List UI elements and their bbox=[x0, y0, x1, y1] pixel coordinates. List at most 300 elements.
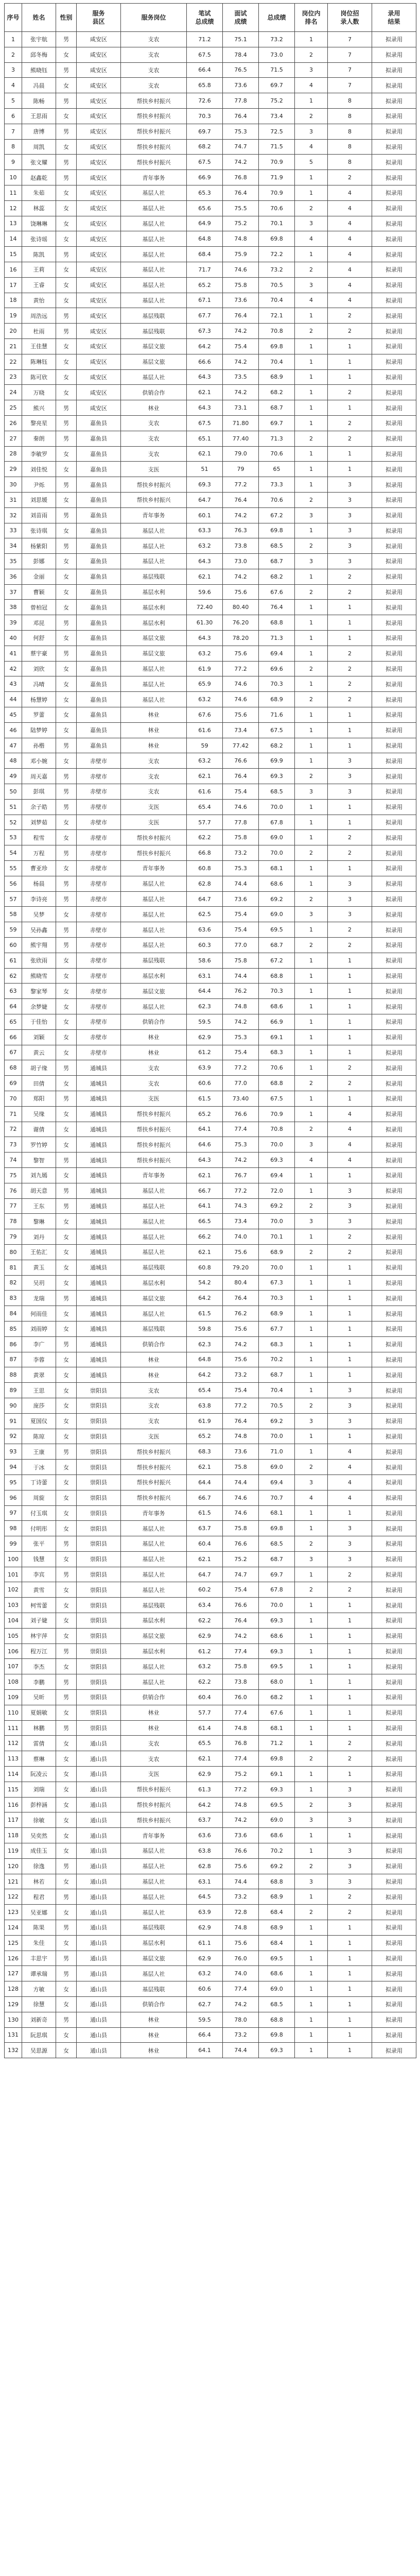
total-score-cell: 72.1 bbox=[259, 308, 295, 324]
table-row bbox=[5, 108, 416, 124]
position-rank-cell: 1 bbox=[295, 400, 328, 416]
candidate-name-cell: 彭梓涵 bbox=[22, 1797, 56, 1812]
gender-cell: 女 bbox=[56, 569, 77, 584]
position-quota-cell: 3 bbox=[328, 1551, 372, 1567]
candidate-name-cell: 冯晴 bbox=[22, 676, 56, 692]
gender-cell: 女 bbox=[56, 200, 77, 216]
service-county-cell: 赤壁市 bbox=[77, 891, 121, 907]
position-rank-cell: 1 bbox=[295, 646, 328, 661]
position-quota-cell: 4 bbox=[328, 1122, 372, 1137]
interview-score-cell: 76.4 bbox=[223, 185, 259, 200]
service-position-cell: 基层人社 bbox=[121, 293, 187, 308]
gender-cell: 男 bbox=[56, 1966, 77, 1981]
gender-cell: 男 bbox=[56, 400, 77, 416]
position-quota-cell: 1 bbox=[328, 1045, 372, 1060]
candidate-name-cell: 周凯 bbox=[22, 139, 56, 155]
table-row bbox=[5, 1475, 416, 1490]
candidate-name-cell: 刘新奇 bbox=[22, 2012, 56, 2027]
candidate-name-cell: 谢倩 bbox=[22, 1122, 56, 1137]
position-quota-cell: 2 bbox=[328, 385, 372, 400]
recruitment-result-cell: 拟录用 bbox=[372, 1889, 416, 1905]
position-quota-cell: 2 bbox=[328, 1076, 372, 1091]
service-position-cell: 基层人社 bbox=[121, 661, 187, 676]
position-quota-cell: 1 bbox=[328, 953, 372, 968]
service-position-cell: 基层水利 bbox=[121, 600, 187, 615]
candidate-name-cell: 阮凌云 bbox=[22, 1767, 56, 1782]
gender-cell: 男 bbox=[56, 922, 77, 938]
total-score-cell: 69.2 bbox=[259, 1198, 295, 1214]
position-rank-cell: 3 bbox=[295, 507, 328, 523]
position-quota-cell: 3 bbox=[328, 769, 372, 784]
position-quota-cell: 1 bbox=[328, 1336, 372, 1352]
total-score-cell: 68.4 bbox=[259, 1935, 295, 1951]
position-quota-cell: 2 bbox=[328, 692, 372, 707]
table-row bbox=[5, 124, 416, 139]
position-quota-cell: 2 bbox=[328, 845, 372, 861]
table-row bbox=[5, 1582, 416, 1598]
total-score-cell: 69.2 bbox=[259, 1858, 295, 1874]
recruitment-result-cell: 拟录用 bbox=[372, 277, 416, 293]
recruitment-result-cell: 拟录用 bbox=[372, 907, 416, 922]
position-quota-cell: 3 bbox=[328, 1536, 372, 1552]
service-position-cell: 林业 bbox=[121, 1352, 187, 1367]
interview-score-cell: 79.0 bbox=[223, 446, 259, 462]
candidate-name-cell: 余子皓 bbox=[22, 799, 56, 815]
table-row bbox=[5, 984, 416, 999]
written-score-cell: 61.9 bbox=[187, 1413, 223, 1429]
total-score-cell: 70.2 bbox=[259, 1352, 295, 1367]
position-quota-cell: 1 bbox=[328, 1981, 372, 1997]
service-position-cell: 基层人社 bbox=[121, 907, 187, 922]
table-row bbox=[5, 1674, 416, 1690]
service-county-cell: 赤壁市 bbox=[77, 999, 121, 1014]
position-quota-cell: 3 bbox=[328, 477, 372, 493]
total-score-cell: 70.0 bbox=[259, 1598, 295, 1613]
position-quota-cell: 1 bbox=[328, 1167, 372, 1183]
table-row bbox=[5, 861, 416, 876]
total-score-cell: 69.5 bbox=[259, 1659, 295, 1674]
position-rank-cell: 1 bbox=[295, 1613, 328, 1629]
interview-score-cell: 75.4 bbox=[223, 1045, 259, 1060]
interview-score-cell: 80.40 bbox=[223, 600, 259, 615]
total-score-cell: 69.7 bbox=[259, 1567, 295, 1582]
service-position-cell: 供销合作 bbox=[121, 1997, 187, 2012]
candidate-name-cell: 谭承瑞 bbox=[22, 1966, 56, 1981]
service-county-cell: 嘉鱼县 bbox=[77, 523, 121, 538]
gender-cell: 女 bbox=[56, 1490, 77, 1505]
candidate-name-cell: 钱慧 bbox=[22, 1551, 56, 1567]
row-index-cell: 131 bbox=[5, 2027, 22, 2043]
service-county-cell: 赤壁市 bbox=[77, 845, 121, 861]
position-quota-cell: 1 bbox=[328, 1951, 372, 1966]
gender-cell: 男 bbox=[56, 891, 77, 907]
service-county-cell: 嘉鱼县 bbox=[77, 569, 121, 584]
position-quota-cell: 2 bbox=[328, 1751, 372, 1767]
position-quota-cell: 1 bbox=[328, 631, 372, 646]
position-quota-cell: 1 bbox=[328, 1659, 372, 1674]
written-score-cell: 61.2 bbox=[187, 1643, 223, 1659]
gender-cell: 男 bbox=[56, 1336, 77, 1352]
written-score-cell: 66.7 bbox=[187, 1490, 223, 1505]
service-county-cell: 通城县 bbox=[77, 1198, 121, 1214]
total-score-cell: 71.9 bbox=[259, 170, 295, 185]
service-position-cell: 基层残联 bbox=[121, 1920, 187, 1936]
gender-cell: 女 bbox=[56, 815, 77, 830]
recruitment-result-cell: 拟录用 bbox=[372, 584, 416, 600]
recruitment-result-cell: 拟录用 bbox=[372, 200, 416, 216]
recruitment-result-cell: 拟录用 bbox=[372, 1966, 416, 1981]
position-rank-cell: 1 bbox=[295, 876, 328, 891]
table-row bbox=[5, 1106, 416, 1122]
total-score-cell: 69.8 bbox=[259, 2027, 295, 2043]
candidate-name-cell: 赵鑫乾 bbox=[22, 170, 56, 185]
table-row bbox=[5, 523, 416, 538]
table-row bbox=[5, 1014, 416, 1030]
service-county-cell: 赤壁市 bbox=[77, 769, 121, 784]
table-row bbox=[5, 738, 416, 753]
service-county-cell: 赤壁市 bbox=[77, 953, 121, 968]
gender-cell: 男 bbox=[56, 938, 77, 953]
gender-cell: 女 bbox=[56, 185, 77, 200]
row-index-cell: 92 bbox=[5, 1429, 22, 1444]
total-score-cell: 69.3 bbox=[259, 2043, 295, 2058]
candidate-name-cell: 刘思媛 bbox=[22, 492, 56, 507]
recruitment-result-cell: 拟录用 bbox=[372, 1997, 416, 2012]
candidate-name-cell: 吴思源 bbox=[22, 2043, 56, 2058]
table-row bbox=[5, 615, 416, 631]
table-row bbox=[5, 538, 416, 554]
service-county-cell: 通山县 bbox=[77, 1966, 121, 1981]
candidate-name-cell: 程雪 bbox=[22, 830, 56, 845]
table-row bbox=[5, 492, 416, 507]
total-score-cell: 69.1 bbox=[259, 1767, 295, 1782]
service-position-cell: 林业 bbox=[121, 1720, 187, 1736]
recruitment-result-cell: 拟录用 bbox=[372, 845, 416, 861]
row-index-cell: 48 bbox=[5, 753, 22, 769]
gender-cell: 女 bbox=[56, 354, 77, 369]
service-position-cell: 帮扶乡村振兴 bbox=[121, 1812, 187, 1828]
position-rank-cell: 1 bbox=[295, 1981, 328, 1997]
position-rank-cell: 1 bbox=[295, 861, 328, 876]
header-row bbox=[5, 4, 416, 32]
table-row bbox=[5, 1966, 416, 1981]
service-county-cell: 崇阳县 bbox=[77, 1613, 121, 1629]
recruitment-result-cell: 拟录用 bbox=[372, 692, 416, 707]
recruitment-result-cell: 拟录用 bbox=[372, 861, 416, 876]
total-score-cell: 70.7 bbox=[259, 1490, 295, 1505]
recruitment-result-cell: 拟录用 bbox=[372, 1828, 416, 1843]
table-row bbox=[5, 400, 416, 416]
written-score-cell: 60.1 bbox=[187, 507, 223, 523]
table-row bbox=[5, 1951, 416, 1966]
interview-score-cell: 76.6 bbox=[223, 1106, 259, 1122]
total-score-cell: 68.8 bbox=[259, 2012, 295, 2027]
interview-score-cell: 76.6 bbox=[223, 753, 259, 769]
table-row bbox=[5, 1659, 416, 1674]
position-quota-cell: 1 bbox=[328, 1674, 372, 1690]
position-quota-cell: 1 bbox=[328, 968, 372, 984]
total-score-cell: 69.7 bbox=[259, 78, 295, 93]
gender-cell: 女 bbox=[56, 830, 77, 845]
gender-cell: 女 bbox=[56, 523, 77, 538]
position-quota-cell: 3 bbox=[328, 784, 372, 800]
position-rank-cell: 2 bbox=[295, 1398, 328, 1413]
recruitment-result-cell: 拟录用 bbox=[372, 1551, 416, 1567]
position-rank-cell: 3 bbox=[295, 1551, 328, 1567]
written-score-cell: 64.3 bbox=[187, 400, 223, 416]
position-rank-cell: 2 bbox=[295, 891, 328, 907]
interview-score-cell: 74.3 bbox=[223, 1198, 259, 1214]
position-quota-cell: 4 bbox=[328, 1444, 372, 1460]
written-score-cell: 61.2 bbox=[187, 1045, 223, 1060]
row-index-cell: 2 bbox=[5, 47, 22, 62]
candidate-name-cell: 王思 bbox=[22, 1383, 56, 1398]
service-position-cell: 供销合作 bbox=[121, 1014, 187, 1030]
position-quota-cell: 1 bbox=[328, 1275, 372, 1291]
position-quota-cell: 4 bbox=[328, 262, 372, 277]
service-position-cell: 基层人社 bbox=[121, 1551, 187, 1567]
position-quota-cell: 2 bbox=[328, 415, 372, 431]
table-row bbox=[5, 32, 416, 47]
position-quota-cell: 1 bbox=[328, 1014, 372, 1030]
candidate-name-cell: 张诗琪 bbox=[22, 523, 56, 538]
service-county-cell: 崇阳县 bbox=[77, 1720, 121, 1736]
interview-score-cell: 73.6 bbox=[223, 293, 259, 308]
total-score-cell: 67.8 bbox=[259, 815, 295, 830]
written-score-cell: 64.1 bbox=[187, 1198, 223, 1214]
written-score-cell: 64.5 bbox=[187, 1889, 223, 1905]
row-index-cell: 4 bbox=[5, 78, 22, 93]
recruitment-result-cell: 拟录用 bbox=[372, 1521, 416, 1536]
table-row bbox=[5, 1321, 416, 1336]
service-position-cell: 支农 bbox=[121, 753, 187, 769]
position-quota-cell: 1 bbox=[328, 1643, 372, 1659]
service-position-cell: 基层文旅 bbox=[121, 1628, 187, 1643]
recruitment-result-cell: 拟录用 bbox=[372, 155, 416, 170]
interview-score-cell: 75.4 bbox=[223, 922, 259, 938]
recruitment-result-cell: 拟录用 bbox=[372, 1336, 416, 1352]
recruitment-result-cell: 拟录用 bbox=[372, 1122, 416, 1137]
written-score-cell: 63.2 bbox=[187, 1966, 223, 1981]
gender-cell: 女 bbox=[56, 139, 77, 155]
position-rank-cell: 3 bbox=[295, 554, 328, 569]
written-score-cell: 65.2 bbox=[187, 1106, 223, 1122]
position-quota-cell: 1 bbox=[328, 1429, 372, 1444]
service-position-cell: 基层残联 bbox=[121, 308, 187, 324]
row-index-cell: 8 bbox=[5, 139, 22, 155]
service-county-cell: 通山县 bbox=[77, 2027, 121, 2043]
position-quota-cell: 2 bbox=[328, 1229, 372, 1245]
row-index-cell: 31 bbox=[5, 492, 22, 507]
interview-score-cell: 73.4 bbox=[223, 722, 259, 738]
service-position-cell: 林业 bbox=[121, 1367, 187, 1383]
total-score-cell: 69.4 bbox=[259, 1475, 295, 1490]
position-rank-cell: 1 bbox=[295, 1060, 328, 1076]
service-position-cell: 供销合作 bbox=[121, 1690, 187, 1705]
interview-score-cell: 74.2 bbox=[223, 1812, 259, 1828]
total-score-cell: 71.5 bbox=[259, 62, 295, 78]
gender-cell: 女 bbox=[56, 984, 77, 999]
position-rank-cell: 1 bbox=[295, 1690, 328, 1705]
service-position-cell: 基层人社 bbox=[121, 277, 187, 293]
col-position-header: 服务岗位 bbox=[121, 4, 187, 32]
service-county-cell: 嘉鱼县 bbox=[77, 738, 121, 753]
service-position-cell: 林业 bbox=[121, 722, 187, 738]
service-position-cell: 基层人社 bbox=[121, 1905, 187, 1920]
candidate-name-cell: 程君 bbox=[22, 1889, 56, 1905]
recruitment-result-cell: 拟录用 bbox=[372, 1229, 416, 1245]
candidate-name-cell: 邓小婉 bbox=[22, 753, 56, 769]
candidate-name-cell: 徐敏 bbox=[22, 1812, 56, 1828]
table-row bbox=[5, 1137, 416, 1153]
service-county-cell: 通山县 bbox=[77, 1812, 121, 1828]
total-score-cell: 67.5 bbox=[259, 722, 295, 738]
candidate-name-cell: 方敏 bbox=[22, 1981, 56, 1997]
row-index-cell: 45 bbox=[5, 707, 22, 723]
total-score-cell: 67.2 bbox=[259, 507, 295, 523]
table-row bbox=[5, 1183, 416, 1198]
service-county-cell: 赤壁市 bbox=[77, 1029, 121, 1045]
service-county-cell: 崇阳县 bbox=[77, 1429, 121, 1444]
gender-cell: 男 bbox=[56, 769, 77, 784]
position-rank-cell: 2 bbox=[295, 492, 328, 507]
position-rank-cell: 4 bbox=[295, 293, 328, 308]
position-quota-cell: 1 bbox=[328, 1505, 372, 1521]
service-position-cell: 帮扶乡村振兴 bbox=[121, 139, 187, 155]
total-score-cell: 68.9 bbox=[259, 369, 295, 385]
recruitment-result-cell: 拟录用 bbox=[372, 338, 416, 354]
recruitment-result-cell: 拟录用 bbox=[372, 769, 416, 784]
total-score-cell: 69.4 bbox=[259, 646, 295, 661]
interview-score-cell: 77.4 bbox=[223, 1981, 259, 1997]
written-score-cell: 64.4 bbox=[187, 984, 223, 999]
row-index-cell: 119 bbox=[5, 1843, 22, 1859]
service-position-cell: 帮扶乡村振兴 bbox=[121, 477, 187, 493]
row-index-cell: 25 bbox=[5, 400, 22, 416]
position-rank-cell: 3 bbox=[295, 62, 328, 78]
position-rank-cell: 1 bbox=[295, 1659, 328, 1674]
gender-cell: 男 bbox=[56, 170, 77, 185]
service-position-cell: 基层水利 bbox=[121, 584, 187, 600]
service-position-cell: 基层人社 bbox=[121, 1874, 187, 1889]
interview-score-cell: 74.8 bbox=[223, 999, 259, 1014]
position-quota-cell: 4 bbox=[328, 216, 372, 231]
interview-score-cell: 76.6 bbox=[223, 1536, 259, 1552]
gender-cell: 男 bbox=[56, 845, 77, 861]
gender-cell: 男 bbox=[56, 1643, 77, 1659]
service-county-cell: 赤壁市 bbox=[77, 1014, 121, 1030]
position-rank-cell: 1 bbox=[295, 999, 328, 1014]
interview-score-cell: 75.4 bbox=[223, 907, 259, 922]
position-quota-cell: 4 bbox=[328, 200, 372, 216]
written-score-cell: 66.4 bbox=[187, 2027, 223, 2043]
service-position-cell: 支医 bbox=[121, 1767, 187, 1782]
row-index-cell: 20 bbox=[5, 324, 22, 339]
row-index-cell: 87 bbox=[5, 1352, 22, 1367]
total-score-cell: 68.2 bbox=[259, 385, 295, 400]
position-quota-cell: 2 bbox=[328, 308, 372, 324]
total-score-cell: 76.4 bbox=[259, 600, 295, 615]
position-rank-cell: 1 bbox=[295, 1674, 328, 1690]
service-county-cell: 崇阳县 bbox=[77, 1690, 121, 1705]
interview-score-cell: 77.4 bbox=[223, 1705, 259, 1720]
position-quota-cell: 2 bbox=[328, 1060, 372, 1076]
interview-score-cell: 75.6 bbox=[223, 1244, 259, 1260]
gender-cell: 女 bbox=[56, 1383, 77, 1398]
row-index-cell: 5 bbox=[5, 93, 22, 109]
row-index-cell: 38 bbox=[5, 600, 22, 615]
written-score-cell: 67.5 bbox=[187, 47, 223, 62]
position-quota-cell: 1 bbox=[328, 338, 372, 354]
position-rank-cell: 4 bbox=[295, 1153, 328, 1168]
candidate-name-cell: 刘颖 bbox=[22, 1029, 56, 1045]
interview-score-cell: 74.2 bbox=[223, 569, 259, 584]
row-index-cell: 106 bbox=[5, 1643, 22, 1659]
total-score-cell: 68.3 bbox=[259, 1336, 295, 1352]
service-position-cell: 帮扶乡村振兴 bbox=[121, 1490, 187, 1505]
service-position-cell: 帮扶乡村振兴 bbox=[121, 1137, 187, 1153]
table-row bbox=[5, 1398, 416, 1413]
gender-cell: 男 bbox=[56, 1091, 77, 1106]
service-county-cell: 赤壁市 bbox=[77, 876, 121, 891]
service-position-cell: 基层文旅 bbox=[121, 354, 187, 369]
candidate-name-cell: 王佳慧 bbox=[22, 338, 56, 354]
row-index-cell: 76 bbox=[5, 1183, 22, 1198]
position-rank-cell: 3 bbox=[295, 784, 328, 800]
candidate-name-cell: 丁诗蕾 bbox=[22, 1475, 56, 1490]
recruitment-result-cell: 拟录用 bbox=[372, 1951, 416, 1966]
total-score-cell: 67.5 bbox=[259, 1091, 295, 1106]
recruitment-result-cell: 拟录用 bbox=[372, 385, 416, 400]
interview-score-cell: 75.2 bbox=[223, 216, 259, 231]
total-score-cell: 70.6 bbox=[259, 1060, 295, 1076]
total-score-cell: 67.7 bbox=[259, 1321, 295, 1336]
total-score-cell: 69.8 bbox=[259, 1751, 295, 1767]
gender-cell: 女 bbox=[56, 216, 77, 231]
gender-cell: 男 bbox=[56, 155, 77, 170]
row-index-cell: 84 bbox=[5, 1306, 22, 1321]
candidate-name-cell: 彭娜 bbox=[22, 554, 56, 569]
recruitment-result-cell: 拟录用 bbox=[372, 646, 416, 661]
service-position-cell: 基层人社 bbox=[121, 247, 187, 262]
candidate-name-cell: 朱佳 bbox=[22, 1935, 56, 1951]
col-written-score-header: 笔试 总成绩 bbox=[187, 4, 223, 32]
table-row bbox=[5, 1828, 416, 1843]
gender-cell: 女 bbox=[56, 1475, 77, 1490]
total-score-cell: 69.5 bbox=[259, 1951, 295, 1966]
total-score-cell: 68.5 bbox=[259, 538, 295, 554]
service-county-cell: 嘉鱼县 bbox=[77, 584, 121, 600]
service-position-cell: 林业 bbox=[121, 2012, 187, 2027]
written-score-cell: 64.2 bbox=[187, 1367, 223, 1383]
written-score-cell: 63.2 bbox=[187, 692, 223, 707]
interview-score-cell: 77.8 bbox=[223, 815, 259, 830]
total-score-cell: 68.2 bbox=[259, 738, 295, 753]
table-row bbox=[5, 569, 416, 584]
written-score-cell: 59.8 bbox=[187, 1321, 223, 1336]
position-rank-cell: 3 bbox=[295, 1812, 328, 1828]
interview-score-cell: 74.2 bbox=[223, 1014, 259, 1030]
recruitment-result-cell: 拟录用 bbox=[372, 415, 416, 431]
service-position-cell: 基层人社 bbox=[121, 692, 187, 707]
position-rank-cell: 2 bbox=[295, 769, 328, 784]
row-index-cell: 121 bbox=[5, 1874, 22, 1889]
service-county-cell: 赤壁市 bbox=[77, 830, 121, 845]
interview-score-cell: 74.2 bbox=[223, 1336, 259, 1352]
position-quota-cell: 1 bbox=[328, 1720, 372, 1736]
position-quota-cell: 2 bbox=[328, 1889, 372, 1905]
service-position-cell: 林业 bbox=[121, 400, 187, 416]
